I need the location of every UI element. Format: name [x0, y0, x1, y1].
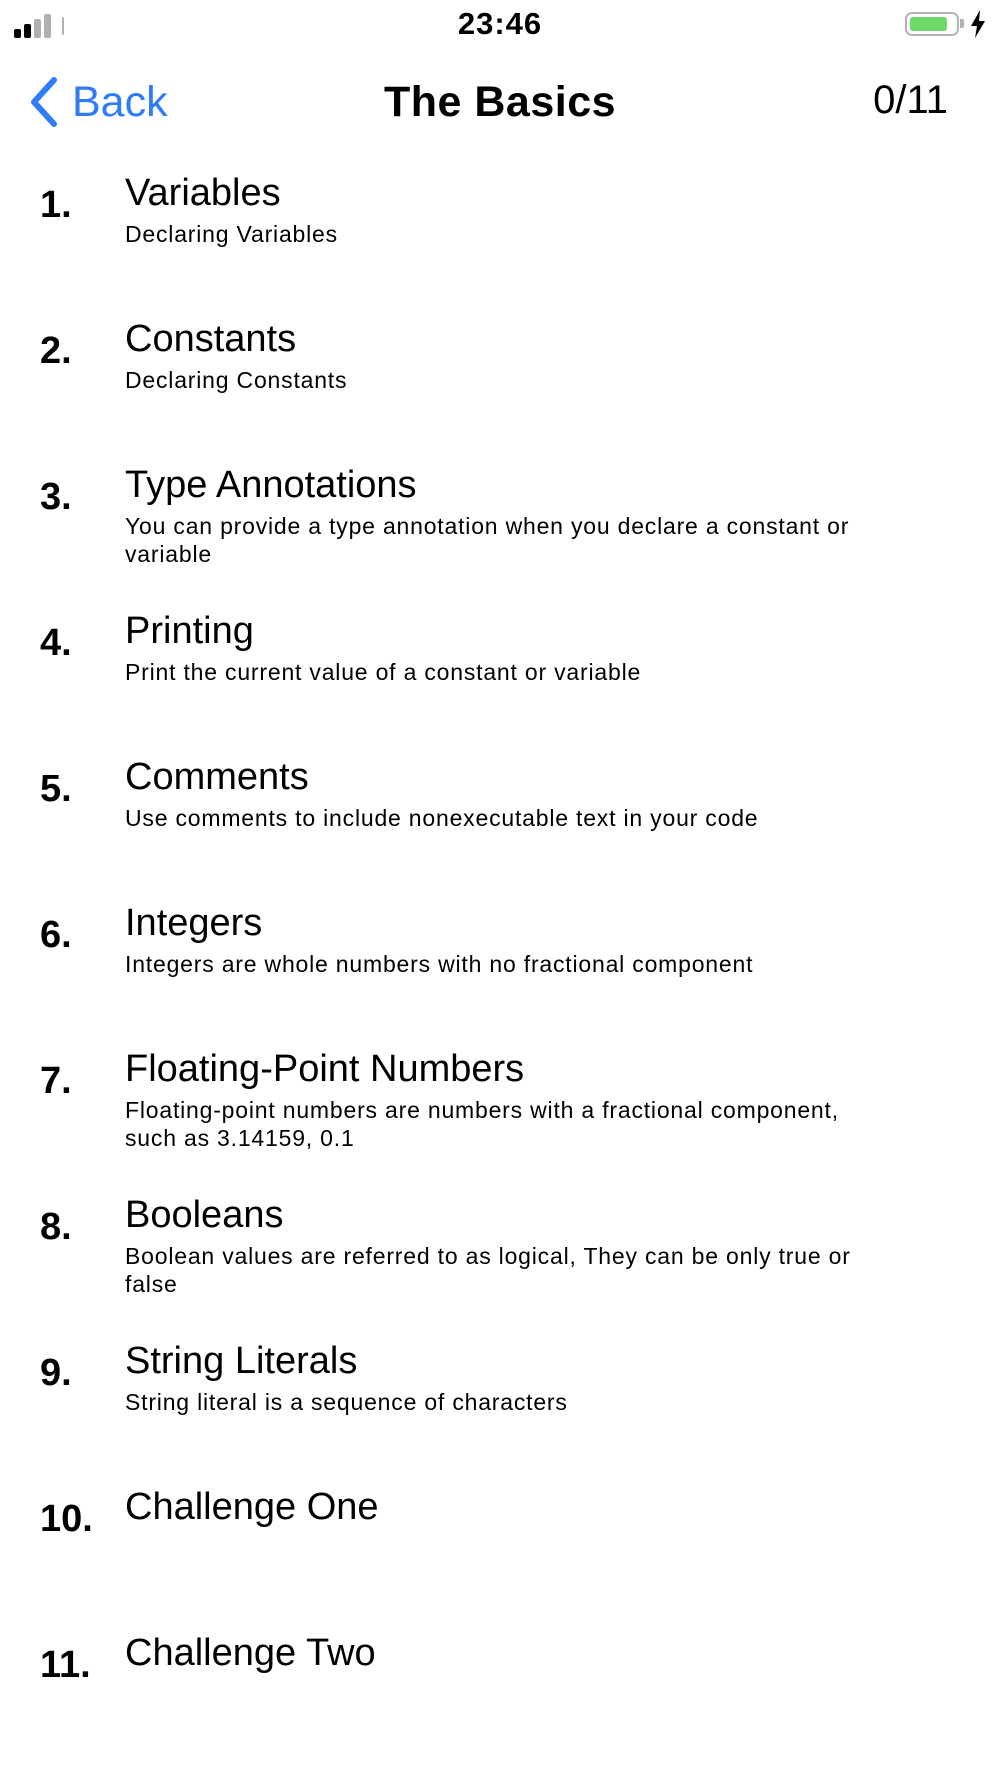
progress-counter: 0/11	[873, 78, 948, 122]
lesson-item-floating-point-numbers[interactable]	[0, 1046, 1000, 1192]
lesson-title: Type Annotations	[125, 464, 417, 506]
lesson-text	[125, 316, 925, 394]
lesson-title: Challenge Two	[125, 1632, 376, 1674]
lesson-item-variables[interactable]	[0, 170, 1000, 316]
navigation-bar	[0, 60, 1000, 140]
lesson-text	[125, 608, 925, 686]
lesson-number: 10.	[40, 1498, 93, 1540]
back-label: Back	[72, 77, 168, 126]
lesson-title: String Literals	[125, 1340, 358, 1382]
lesson-item-challenge-one[interactable]	[0, 1484, 1000, 1630]
lesson-text	[125, 462, 925, 568]
lesson-title: Floating-Point Numbers	[125, 1048, 525, 1090]
lesson-subtitle: String literal is a sequence of characters	[125, 1389, 568, 1415]
lesson-number: 1.	[40, 184, 72, 226]
lesson-title: Booleans	[125, 1194, 284, 1236]
lesson-number: 3.	[40, 476, 72, 518]
lesson-subtitle: Integers are whole numbers with no fractional component	[125, 951, 754, 977]
lesson-item-constants[interactable]	[0, 316, 1000, 462]
lesson-item-type-annotations[interactable]	[0, 462, 1000, 608]
lesson-text	[125, 1484, 925, 1534]
lesson-number: 7.	[40, 1060, 72, 1102]
lesson-item-string-literals[interactable]	[0, 1338, 1000, 1484]
status-bar	[0, 0, 1000, 50]
lesson-number: 11.	[40, 1644, 91, 1686]
lesson-number: 9.	[40, 1352, 72, 1394]
lesson-number: 2.	[40, 330, 72, 372]
lesson-text	[125, 1630, 925, 1680]
lesson-subtitle: Boolean values are referred to as logical, They can be only true or false	[125, 1243, 851, 1297]
lesson-item-comments[interactable]	[0, 754, 1000, 900]
lesson-number: 4.	[40, 622, 72, 664]
lesson-title: Integers	[125, 902, 263, 944]
lesson-subtitle: Declaring Variables	[125, 221, 338, 247]
battery-icon	[905, 12, 959, 36]
battery-nub	[960, 19, 964, 28]
lesson-subtitle: You can provide a type annotation when you declare a constant or variable	[125, 513, 850, 567]
lesson-number: 6.	[40, 914, 72, 956]
lesson-text	[125, 1192, 925, 1298]
lesson-item-printing[interactable]	[0, 608, 1000, 754]
lesson-text	[125, 170, 925, 248]
lesson-number: 5.	[40, 768, 72, 810]
lightning-bolt-icon	[970, 10, 986, 38]
battery-level-fill	[910, 17, 947, 31]
lesson-list	[0, 170, 1000, 1776]
lesson-item-booleans[interactable]	[0, 1192, 1000, 1338]
lesson-subtitle: Print the current value of a constant or variable	[125, 659, 642, 685]
lesson-title: Constants	[125, 318, 297, 360]
lesson-text	[125, 754, 925, 832]
lesson-subtitle: Declaring Constants	[125, 367, 348, 393]
lesson-title: Variables	[125, 172, 281, 214]
status-time: 23:46	[457, 6, 543, 41]
lesson-number: 8.	[40, 1206, 72, 1248]
lesson-subtitle: Floating-point numbers are numbers with a fractional component, such as 3.14159, 0.1	[125, 1097, 839, 1151]
lesson-item-integers[interactable]	[0, 900, 1000, 1046]
lesson-text	[125, 1338, 925, 1416]
lesson-title: Comments	[125, 756, 309, 798]
lesson-text	[125, 900, 925, 978]
lesson-title: Challenge One	[125, 1486, 379, 1528]
lesson-title: Printing	[125, 610, 254, 652]
lesson-text	[125, 1046, 925, 1152]
lesson-item-challenge-two[interactable]	[0, 1630, 1000, 1776]
page-title: The Basics	[383, 78, 617, 126]
lesson-subtitle: Use comments to include nonexecutable text in your code	[125, 805, 759, 831]
